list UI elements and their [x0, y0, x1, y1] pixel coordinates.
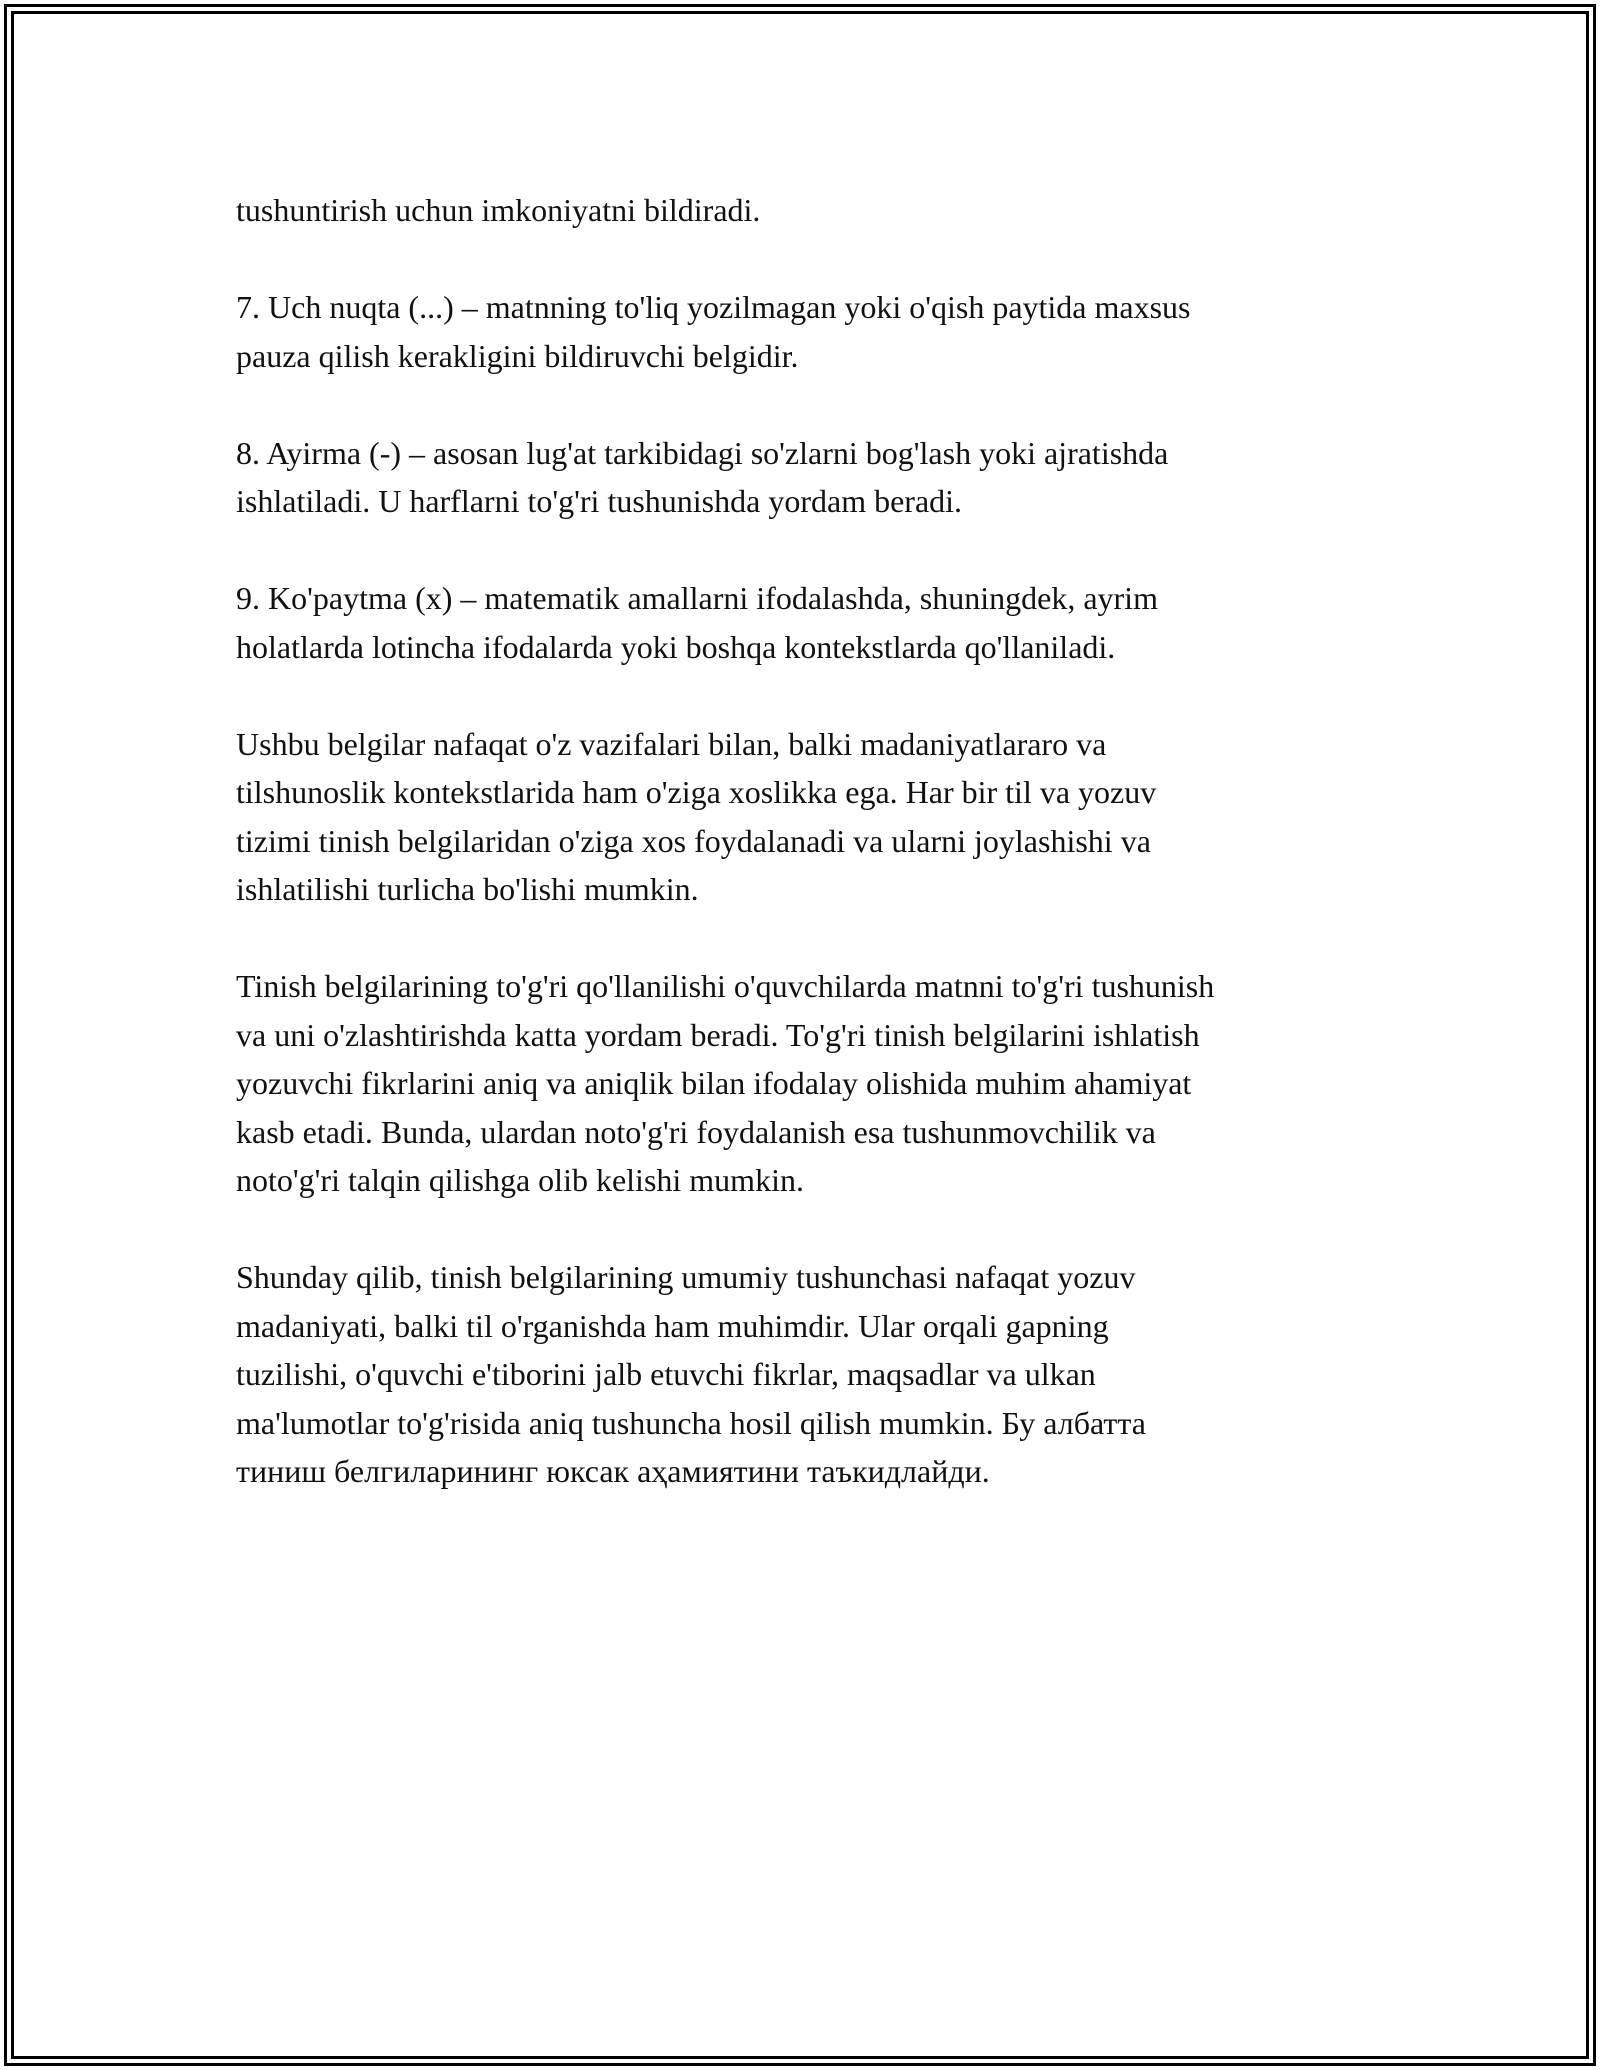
document-body [236, 186, 1376, 1496]
paragraph-cultural-context: Ushbu belgilar nafaqat o'z vazifalari bilan, balki madaniyatlararo va tilshunoslik kontekstlarida ham o'ziga xoslikka ega. Har bir til va yozuv tizimi tinish belgilaridan o'ziga xos foydalanadi va ularni joylashishi va ishlatilishi turlicha bo'lishi mumkin. [236, 725, 1157, 907]
paragraph-continuation: tushuntirish uchun imkoniyatni bildiradi. [236, 192, 761, 228]
paragraph-conclusion: Shunday qilib, tinish belgilarining umumiy tushunchasi nafaqat yozuv madaniyati, balki til o'rganishda ham muhimdir. Ular orqali gapning tuzilishi, o'quvchi e'tiborini jalb etuvchi fikrlar, maqsadlar va ulkan ma'lumotlar to'g'risida aniq tushuncha hosil qilish mumkin. Бу албатта тиниш белгиларининг юксак аҳамиятини таъкидлайди. [236, 1259, 1146, 1489]
list-item-9-multiplication: 9. Ko'paytma (x) – matematik amallarni ifodalashda, shuningdek, ayrim holatlarda lotincha ifodalarda yoki boshqa kontekstlarda qo'llaniladi. [236, 580, 1158, 665]
list-item-8-hyphen: 8. Ayirma (-) – asosan lug'at tarkibidagi so'zlarni bog'lash yoki ajratishda ishlatiladi. U harflarni to'g'ri tushunishda yordam beradi. [236, 434, 1169, 519]
paragraph-correct-usage: Tinish belgilarining to'g'ri qo'llanilishi o'quvchilarda matnni to'g'ri tushunish va uni o'zlashtirishda katta yordam beradi. To'g'ri tinish belgilarini ishlatish yozuvchi fikrlarini aniq va aniqlik bilan ifodalay olishida muhim ahamiyat kasb etadi. Bunda, ulardan noto'g'ri foydalanish esa tushunmovchilik va noto'g'ri talqin qilishga olib kelishi mumkin. [236, 968, 1215, 1198]
list-item-7-ellipsis: 7. Uch nuqta (...) – matnning to'liq yozilmagan yoki o'qish paytida maxsus pauza qilish kerakligini bildiruvchi belgidir. [236, 289, 1191, 374]
